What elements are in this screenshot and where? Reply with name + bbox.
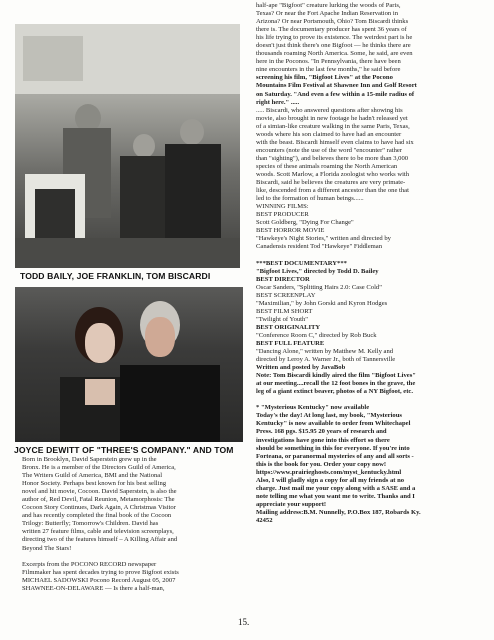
left-column-text [22, 456, 244, 593]
text-line: BEST FULL FEATURE [256, 339, 325, 347]
text-line: Trilogy: Butterfly; Tomorrow's Children. David has [22, 520, 159, 528]
photo-todd-joe-tom [15, 24, 240, 268]
text-line: Cocoon Story Continues, Dark Again, A Christmas Visitor [22, 504, 176, 512]
text-line: here in the Poconos. "In Pennsylvania, there have been [256, 58, 401, 66]
text-line: nine encounters in the last few months," he said before [256, 66, 401, 74]
text-line: Mountains Film Festival at Shawnee Inn and Golf Resort [256, 82, 417, 90]
text-line: ..... Biscardi, who answered questions after showing his [256, 106, 403, 114]
text-line: Canadensis resident Tod "Hawkeye" Fiddleman [256, 243, 383, 251]
text-line: there is. The documentary producer has spent 36 years of [256, 26, 407, 34]
text-line: than "sighting"), and believes there to be more than 3,000 [256, 154, 409, 162]
text-line: Note: Tom Biscardi kindly aired the film "Bigfoot Lives" [256, 372, 416, 380]
text-line: half-ape "Bigfoot" creature lurking the woods of Paris, [256, 2, 401, 9]
text-line: MICHAEL SADOWSKI Pocono Record August 05, 2007 [22, 576, 176, 584]
text-line: "Dancing Alone," written by Matthew M. Kelly and [256, 348, 394, 356]
text-line: BEST FILM SHORT [256, 307, 313, 315]
text-line: ***BEST DOCUMENTARY*** [256, 259, 347, 267]
text-line: BEST SCREENPLAY [256, 291, 316, 299]
text-line: investigations have gone into this effort so there [256, 436, 390, 444]
text-line: charge. Just mail me your copy along with a SASE and a [256, 484, 416, 492]
text-line: at our meeting....recall the 12 foot bones in the grave, the [256, 380, 416, 388]
text-line: BEST PRODUCER [256, 211, 309, 219]
text-line: and has recently completed the final book of the Cocoon [22, 512, 172, 520]
text-line: Texas? Or near the Fort Apache Indian Reservation in [256, 10, 398, 18]
text-line: https://www.prairieghosts.com/myst_kentucky.html [256, 468, 402, 476]
text-line: "Twilight of Youth" [256, 315, 309, 323]
text-line: directed by Leroy A. Warner Jr., both of Tannersville [256, 356, 396, 364]
text-line: note telling me what you want me to write. Thanks and I [256, 492, 415, 500]
text-line: this is the book for you. Order your copy now! [256, 460, 387, 468]
text-line: doesn't just think there's one Bigfoot — he thinks there are [256, 42, 411, 50]
text-line: The Writers Guild of America, BMI and the National [22, 472, 163, 480]
text-line: with the beast. Biscardi himself even claims to have had six [256, 138, 414, 146]
page-number: 15. [238, 617, 250, 627]
text-line: woods. Scott Marlow, a Florida zoologist who works with [256, 170, 410, 178]
text-line: Biscardi, said he believes the creatures are very primate- [256, 179, 406, 187]
text-line: BEST DIRECTOR [256, 275, 310, 283]
text-line: Kentucky" is now available to order from Whitechapel [256, 420, 411, 428]
photo-joyce-tom [15, 287, 243, 442]
text-line: should be something in this for everyone. If you're into [256, 444, 410, 452]
text-line [22, 553, 244, 561]
text-line: 42452 [256, 517, 273, 524]
text-line: species of these animals roaming the North American [256, 162, 398, 170]
text-line: written 27 feature films, cable and television screenplays, [22, 528, 174, 536]
text-line: Written and posted by JavaBob [256, 364, 346, 372]
text-line: Honor Society. Perhaps best known for his best selling [22, 480, 167, 488]
text-line: Filmmaker has spent decades trying to prove Bigfoot exists [22, 568, 179, 576]
text-line: Beyond The Stars! [22, 544, 72, 552]
text-line: Also, I will gladly sign a copy for all my friends at no [256, 476, 405, 484]
text-line: directing two of the features himself – A Killing Affair and [22, 536, 178, 544]
text-line: screening his film, "Bigfoot Lives" at the Pocono [256, 74, 393, 82]
text-line: Born in Brooklyn, David Saperstein grew up in the [22, 456, 157, 463]
text-line: BEST HORROR MOVIE [256, 227, 325, 235]
text-line [256, 251, 488, 259]
text-line [256, 396, 488, 404]
text-line: Scott Goldberg, "Dying For Change" [256, 219, 354, 227]
text-line: * "Mysterious Kentucky" now available [256, 404, 370, 412]
text-line: woods where his son claimed to have had an encounter [256, 130, 402, 138]
text-line: Excerpts from the POCONO RECORD newspaper [22, 560, 157, 568]
text-line: movie, also brought in new footage he hadn't released yet [256, 114, 408, 122]
right-column-text [256, 2, 488, 525]
text-line: WINNING FILMS: [256, 203, 309, 211]
text-line: on Saturday. "And even a few within a 15-mile radius of [256, 90, 415, 98]
text-line: author of, Red Devil, Fatal Reunion, Metamorphosis: The [22, 496, 175, 504]
text-line: thousands roaming North America. Some, he said, are even [256, 50, 413, 58]
text-line: his life trying to prove its existence. The weirdest part is he [256, 34, 413, 42]
text-line: like, descended from a different ancestor than the one that [256, 187, 409, 195]
text-line: Oscar Sanders, "Splitting Hairs 2.0: Case Cold" [256, 283, 382, 291]
text-line: leg of a giant extinct beaver, photos of a NY Bigfoot, etc. [256, 388, 414, 396]
photo2-caption: JOYCE DEWITT OF "THREE'S COMPANY." AND TOM [14, 445, 234, 455]
text-line: "Bigfoot Lives," directed by Todd D. Bailey [256, 267, 379, 275]
text-line: Mailing address:B.M. Nunnelly, P.O.Box 187, Robards Ky. [256, 508, 421, 516]
text-line: Arizona? Or near Portsmouth, Ohio? Tom Biscardi thinks [256, 18, 409, 26]
text-line: Forteana, or paranormal mysteries of any and all sorts - [256, 452, 414, 460]
text-line: appreciate your support! [256, 500, 327, 508]
text-line: Today's the day! At long last, my book, "Mysterious [256, 412, 402, 420]
text-line: encounters (note the use of the word "encounter" rather [256, 146, 402, 154]
text-line: SHAWNEE-ON-DELAWARE — Is there a half-man, [22, 584, 165, 592]
text-line: of a simian-like creature walking in the same Paris, Texas, [256, 122, 410, 130]
text-line: Bronx. He is a member of the Directors Guild of America, [22, 464, 176, 472]
text-line: novel and hit movie, Cocoon. David Saperstein, is also the [22, 488, 177, 496]
text-line: led to the formation of human beings...... [256, 195, 364, 203]
text-line: Press. 168 pgs. $15.95 20 years of research and [256, 428, 387, 436]
photo1-caption: TODD BAILY, JOE FRANKLIN, TOM BISCARDI [20, 271, 211, 281]
text-line: right here." ..... [256, 98, 300, 106]
text-line: "Maximilian," by John Gorski and Kyron Hodges [256, 299, 388, 307]
text-line: BEST ORIGINALITY [256, 323, 321, 331]
text-line: "Hawkeye's Night Stories," written and directed by [256, 235, 391, 243]
text-line: "Conference Room C," directed by Rob Buck [256, 331, 377, 339]
